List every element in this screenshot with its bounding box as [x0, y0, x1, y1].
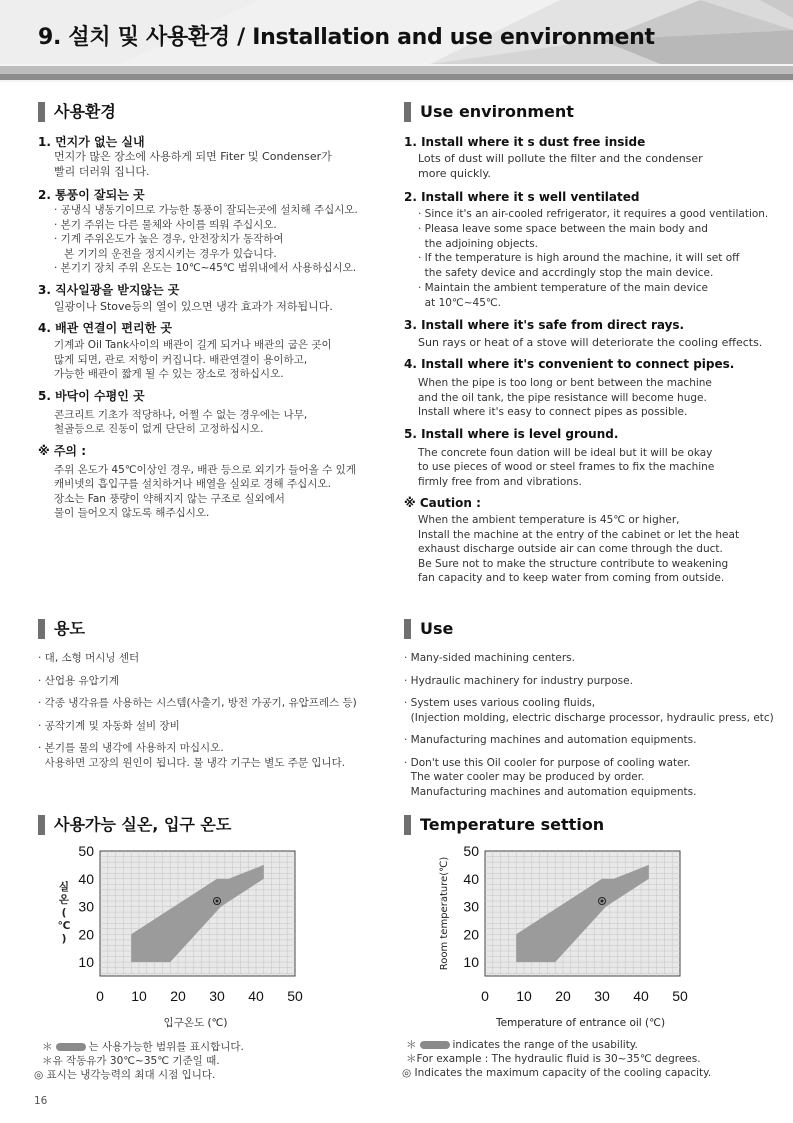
- kr-chart-notes: [34, 1040, 244, 1082]
- note-line: ＊유 작동유가 30℃~35℃ 기준일 때.: [42, 1055, 220, 1067]
- kr-item-4: [38, 320, 383, 382]
- page-title: 9. 설치 및 사용환경 / Installation and use environment: [38, 25, 655, 50]
- list-item: · Don't use this Oil cooler for purpose of cooling water.: [404, 756, 691, 769]
- note-line: ◎ 표시는 냉각능력의 최대 시점 입니다.: [34, 1069, 216, 1081]
- y-axis-label: 실 온 ( ℃ ): [57, 880, 71, 945]
- kr-caution-line: 캐비넷의 흡입구를 설치하거나 배열을 실외로 경해 주십시오.: [54, 478, 331, 490]
- en-item-line: Lots of dust will pollute the filter and the condenser: [418, 152, 703, 165]
- list-item: · 대, 소형 머시닝 센터: [38, 652, 140, 664]
- kr-item-1: [38, 134, 383, 179]
- en-item-line: more quickly.: [418, 166, 491, 180]
- y-axis-label: Room temperature(℃): [439, 856, 450, 971]
- kr-item-line: · 본기기 장치 주위 온도는 10℃~45℃ 범위내에서 사용하십시오.: [54, 262, 357, 274]
- y-tick-label: 30: [463, 898, 479, 915]
- x-axis-label: Temperature of entrance oil (℃): [495, 1017, 666, 1029]
- section-bar: [38, 102, 45, 122]
- kr-item-line: · 본기 주위는 다른 물체와 사이를 띄워 주십시오.: [54, 218, 277, 231]
- en-use-environment-section: [404, 100, 776, 586]
- list-item: · 각종 냉각유를 사용하는 시스템(사출기, 방전 가공기, 유압프레스 등): [38, 697, 357, 709]
- en-item-line: Sun rays or heat of a stove will deteriorate the cooling effects.: [418, 335, 763, 349]
- kr-item-title: 2. 통풍이 잘되는 곳: [38, 188, 145, 202]
- x-tick-label: 10: [516, 988, 532, 1004]
- list-item: · System uses various cooling fluids,: [404, 697, 596, 709]
- kr-item-line: 가능한 배관이 짧게 될 수 있는 장소로 정하십시오.: [54, 368, 284, 380]
- x-tick-label: 50: [672, 988, 688, 1004]
- kr-item-line: 철골등으로 진동이 없게 단단히 고정하십시오.: [54, 423, 264, 435]
- note-line: ＊ 는 사용가능한 범위를 표시합니다.: [42, 1041, 244, 1053]
- section-bar: [38, 619, 45, 639]
- kr-item-line: · 공냉식 냉동기이므로 가능한 통풍이 잘되는곳에 설치해 주십시오.: [54, 204, 358, 216]
- en-caution-line: Install the machine at the entry of the cabinet or let the heat: [418, 528, 740, 541]
- en-chart-notes: [402, 1038, 712, 1080]
- kr-use-heading: 용도: [38, 617, 383, 641]
- en-item-line: the adjoining objects.: [418, 237, 538, 250]
- en-temp-heading: Temperature settion: [404, 813, 776, 837]
- kr-item-3: [38, 282, 383, 315]
- kr-item-title: 5. 바닥이 수평인 곳: [38, 388, 145, 403]
- en-item-2: [404, 189, 776, 311]
- header-banner: [0, 0, 793, 82]
- en-item-line: · If the temperature is high around the machine, it will set off: [418, 252, 740, 265]
- section-bar: [404, 815, 411, 835]
- y-tick-label: 50: [78, 843, 94, 859]
- en-temperature-chart: [425, 838, 755, 1038]
- kr-item-line: 빨리 더러워 집니다.: [54, 164, 150, 178]
- en-env-heading: Use environment: [404, 100, 776, 124]
- kr-caution-title: ※ 주의 :: [38, 443, 87, 458]
- en-item-line: at 10℃~45℃.: [418, 296, 502, 309]
- en-item-title: 1. Install where it s dust free inside: [404, 135, 646, 149]
- note-line: ＊For example : The hydraulic fluid is 30~35℃ degrees.: [406, 1053, 701, 1065]
- en-temperature-section: [404, 813, 776, 837]
- en-item-5: [404, 426, 776, 490]
- x-tick-label: 20: [170, 988, 186, 1004]
- section-bar: [38, 815, 45, 835]
- en-item-line: the safety device and accrdingly stop the main device.: [418, 267, 714, 280]
- en-use-heading: Use: [404, 617, 776, 641]
- note-line: ＊ indicates the range of the usability.: [406, 1039, 638, 1051]
- en-item-line: · Maintain the ambient temperature of the main device: [418, 281, 709, 294]
- kr-item-line: 콘크리트 기초가 적당하나, 어쩔 수 없는 경우에는 나무,: [54, 408, 308, 421]
- x-tick-label: 50: [287, 988, 303, 1004]
- list-item: Manufacturing machines and automation equipments.: [404, 785, 697, 798]
- en-item-title: 2. Install where it s well ventilated: [404, 190, 640, 204]
- kr-use-section: [38, 617, 383, 778]
- list-item: (Injection molding, electric discharge processor, hydraulic press, etc): [404, 711, 774, 724]
- usable-range-swatch: [56, 1043, 86, 1051]
- en-item-line: and the oil tank, the pipe resistance will become huge.: [418, 391, 707, 404]
- list-item: 사용하면 고장의 원인이 됩니다. 물 냉각 기구는 별도 주문 입니다.: [38, 756, 346, 769]
- y-tick-label: 20: [463, 926, 479, 943]
- kr-use-list: [38, 651, 383, 770]
- en-item-title: 3. Install where it's safe from direct rays.: [404, 317, 685, 332]
- x-tick-label: 40: [248, 988, 264, 1004]
- y-tick-label: 40: [78, 870, 94, 887]
- kr-temperature-section: [38, 813, 383, 837]
- kr-temperature-chart: [40, 838, 370, 1038]
- list-item: · 산업용 유압기계: [38, 674, 120, 687]
- en-item-3: [404, 317, 776, 351]
- en-item-line: to use pieces of wood or steel frames to fix the machine: [418, 461, 715, 474]
- en-item-title: 5. Install where is level ground.: [404, 426, 619, 441]
- y-tick-label: 30: [78, 898, 94, 915]
- section-bar: [404, 102, 411, 122]
- kr-item-line: 많게 되면, 관로 저항이 커집니다. 배관연결이 용이하고,: [54, 353, 308, 366]
- en-item-line: · Pleasa leave some space between the main body and: [418, 222, 708, 235]
- y-tick-label: 20: [78, 926, 94, 943]
- en-item-line: The concrete foun dation will be ideal but it will be okay: [418, 446, 713, 459]
- en-use-section: [404, 617, 776, 807]
- kr-caution-line: 물이 들어오지 않도록 해주십시오.: [54, 507, 210, 519]
- en-item-line: When the pipe is too long or bent between the machine: [418, 377, 712, 390]
- x-tick-label: 20: [555, 988, 571, 1004]
- en-item-line: firmly free from and vibrations.: [418, 475, 582, 488]
- kr-item-line: 일광이나 Stove등의 열이 있으면 냉각 효과가 저하됩니다.: [54, 299, 333, 313]
- kr-temp-heading: 사용가능 실온, 입구 온도: [38, 813, 383, 837]
- y-tick-label: 50: [463, 843, 479, 859]
- x-tick-label: 0: [96, 988, 104, 1004]
- kr-caution: [38, 443, 383, 521]
- section-bar: [404, 619, 411, 639]
- kr-item-line: · 기계 주위온도가 높은 경우, 안전장치가 동작하여: [54, 233, 284, 245]
- en-caution-line: When the ambient temperature is 45℃ or higher,: [418, 514, 680, 527]
- en-caution-line: fan capacity and to keep water from coming from outside.: [418, 572, 725, 585]
- x-tick-label: 40: [633, 988, 649, 1004]
- kr-item-title: 1. 먼지가 없는 실내: [38, 135, 145, 149]
- usable-range-swatch: [420, 1041, 450, 1049]
- kr-caution-line: 주위 온도가 45℃이상인 경우, 배관 등으로 외기가 들어올 수 있게: [54, 463, 356, 476]
- page-number: 16: [34, 1095, 48, 1107]
- en-caution-title: ※ Caution :: [404, 496, 481, 511]
- en-item-4: [404, 356, 776, 420]
- kr-item-2: [38, 187, 383, 276]
- kr-item-line: 본 기기의 운전을 정지시키는 경우가 있습니다.: [54, 247, 277, 260]
- max-capacity-marker-dot: [216, 900, 219, 903]
- x-tick-label: 30: [209, 988, 225, 1004]
- list-item: · Hydraulic machinery for industry purpose.: [404, 674, 633, 687]
- max-capacity-marker-dot: [601, 900, 604, 903]
- y-tick-label: 10: [78, 954, 94, 971]
- en-caution: [404, 495, 776, 586]
- note-line: ◎ Indicates the maximum capacity of the cooling capacity.: [402, 1067, 712, 1079]
- en-item-line: Install where it's easy to connect pipes as possible.: [418, 406, 688, 419]
- en-item-line: · Since it's an air-cooled refrigerator, it requires a good ventilation.: [418, 208, 769, 220]
- kr-item-line: 먼지가 많은 장소에 사용하게 되면 Fiter 및 Condenser가: [54, 150, 332, 163]
- en-item-1: [404, 134, 776, 181]
- en-item-title: 4. Install where it's convenient to connect pipes.: [404, 357, 735, 372]
- list-item: · Manufacturing machines and automation equipments.: [404, 734, 697, 746]
- x-axis-label: 입구온도 (℃): [163, 1017, 228, 1029]
- list-item: The water cooler may be produced by order.: [404, 771, 645, 783]
- x-tick-label: 10: [131, 988, 147, 1004]
- list-item: · Many-sided machining centers.: [404, 652, 575, 664]
- kr-item-title: 4. 배관 연결이 편리한 곳: [38, 321, 172, 335]
- y-tick-label: 10: [463, 954, 479, 971]
- kr-env-heading: 사용환경: [38, 100, 383, 124]
- x-tick-label: 0: [481, 988, 489, 1004]
- kr-caution-line: 장소는 Fan 풍량이 약해지지 않는 구조로 실외에서: [54, 492, 285, 505]
- en-caution-line: Be Sure not to make the structure contribute to weakening: [418, 557, 729, 570]
- y-tick-label: 40: [463, 870, 479, 887]
- en-caution-line: exhaust discharge outside air can come through the duct.: [418, 543, 723, 556]
- kr-use-environment-section: [38, 100, 383, 521]
- kr-item-5: [38, 388, 383, 437]
- en-use-list: [404, 651, 776, 799]
- list-item: · 공작기계 및 자동화 설비 장비: [38, 719, 180, 732]
- x-tick-label: 30: [594, 988, 610, 1004]
- list-item: · 본기를 물의 냉각에 사용하지 마십시오.: [38, 742, 224, 754]
- kr-item-title: 3. 직사일광을 받지않는 곳: [38, 282, 180, 297]
- kr-item-line: 기계과 Oil Tank사이의 배관이 길게 되거나 배관의 굽은 곳이: [54, 339, 332, 351]
